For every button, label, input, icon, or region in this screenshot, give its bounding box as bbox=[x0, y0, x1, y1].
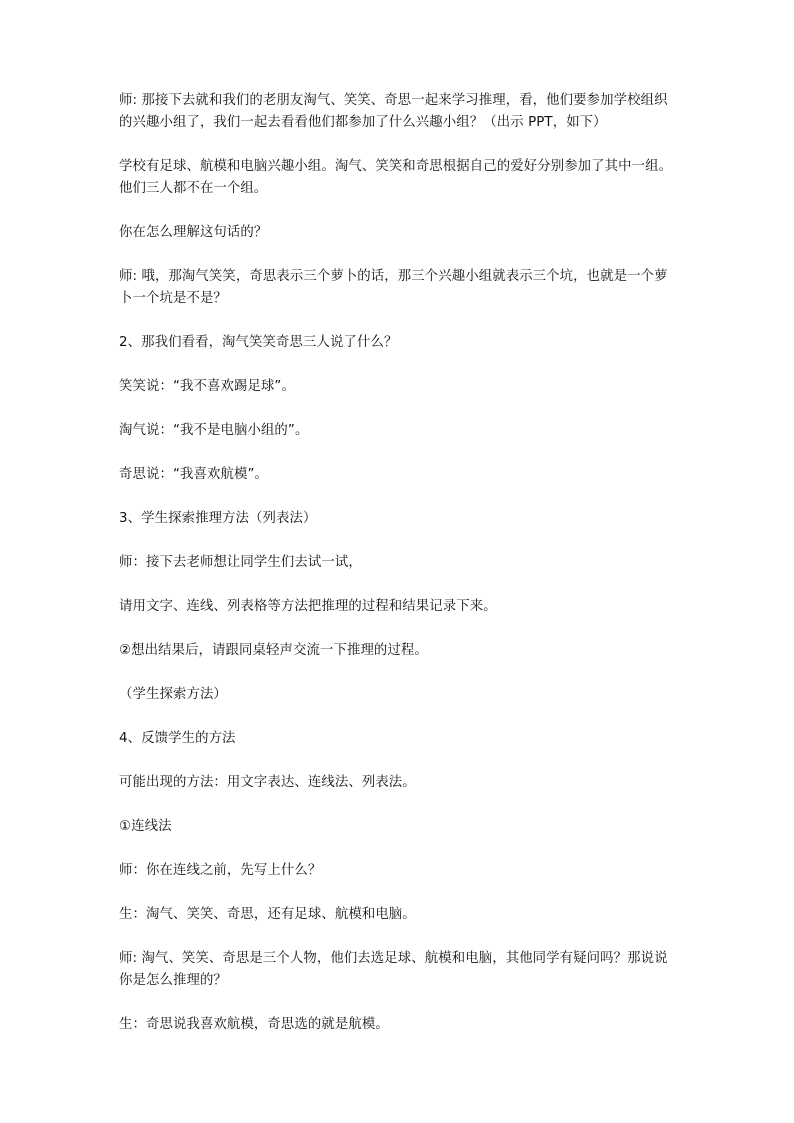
paragraph-student-answer-1: 生：淘气、笑笑、奇思，还有足球、航模和电脑。 bbox=[119, 907, 416, 922]
paragraph-teacher-intro: 师: 那接下去就和我们的老朋友淘气、笑笑、奇思一起来学习推理，看，他们要参加学校组织的兴趣小组了，我们一起去看看他们都参加了什么兴趣小组？（出示 PPT，如下） bbox=[119, 93, 668, 130]
paragraph-teacher-line-question: 师：你在连线之前，先写上什么？ bbox=[119, 863, 322, 878]
paragraph-question: 你在怎么理解这句话的？ bbox=[119, 225, 268, 240]
paragraph-xiaoxiao-says: 笑笑说：“我不喜欢踢足球”。 bbox=[119, 379, 295, 394]
paragraph-taoqi-says: 淘气说：“我不是电脑小组的”。 bbox=[119, 423, 309, 438]
paragraph-teacher-question-2: 师: 淘气、笑笑、奇思是三个人物，他们去选足球、航模和电脑，其他同学有疑问吗？那说说你是怎么推理的？ bbox=[119, 951, 668, 988]
paragraph-step-2: 2、那我们看看，淘气笑笑奇思三人说了什么？ bbox=[119, 335, 398, 350]
paragraph-step-4: 4、反馈学生的方法 bbox=[119, 731, 236, 746]
paragraph-students-explore: （学生探索方法） bbox=[119, 687, 227, 702]
paragraph-record-methods: 请用文字、连线、列表格等方法把推理的过程和结果记录下来。 bbox=[119, 599, 497, 614]
document-body bbox=[119, 90, 679, 1058]
paragraph-possible-methods: 可能出现的方法：用文字表达、连线法、列表法。 bbox=[119, 775, 416, 790]
paragraph-problem-statement: 学校有足球、航模和电脑兴趣小组。淘气、笑笑和奇思根据自己的爱好分别参加了其中一组。他们三人都不在一个组。 bbox=[119, 159, 673, 196]
paragraph-discuss-partner: ②想出结果后，请跟同桌轻声交流一下推理的过程。 bbox=[119, 643, 428, 658]
paragraph-step-3: 3、学生探索推理方法（列表法） bbox=[119, 511, 317, 526]
paragraph-teacher-radish: 师: 哦，那淘气笑笑，奇思表示三个萝卜的话，那三个兴趣小组就表示三个坑，也就是一个萝卜一个坑是不是？ bbox=[119, 269, 668, 306]
paragraph-qisi-says: 奇思说：“我喜欢航模”。 bbox=[119, 467, 268, 482]
paragraph-line-method: ①连线法 bbox=[119, 819, 172, 834]
paragraph-teacher-try: 师：接下去老师想让同学生们去试一试， bbox=[119, 555, 362, 570]
paragraph-student-answer-2: 生：奇思说我喜欢航模，奇思选的就是航模。 bbox=[119, 1017, 389, 1032]
